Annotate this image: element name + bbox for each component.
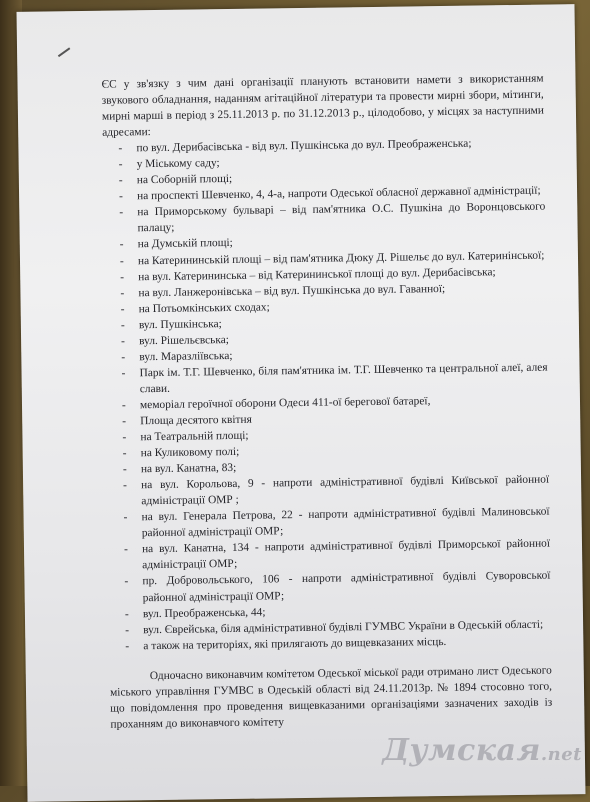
watermark-brand: Думская [382, 733, 541, 768]
list-item: - на Театральній площі; [106, 424, 548, 446]
list-item: - на Потьомкінських сходах; [105, 295, 547, 317]
list-item: - на Куликовому полі; [107, 440, 549, 462]
list-item: - вул. Рішельєвська; [105, 327, 547, 349]
site-watermark [382, 733, 582, 768]
list-item: - на вул. Канатна, 134 - напроти адміністративної будівлі Приморської районної адміністрації ОМР; [108, 536, 550, 574]
list-item: - на вул. Корольова, 9 - напроти адміністративної будівлі Київської районної адміністрації ОМР ; [107, 472, 549, 510]
pen-mark [58, 47, 71, 57]
list-item: - вул. Преображенська, 44; [109, 600, 551, 622]
list-item: - меморіал героїчної оборони Одеси 411-ої берегової батареї, [106, 391, 548, 413]
list-item: - на вул. Ланжеронівська – від вул. Пушкінська до вул. Гаванної; [104, 279, 546, 301]
intro-paragraph: ЄС у зв'язку з чим дані організації планують встановити намети з використанням звукового обладнання, наданням агітаційної літератури та провести мирні збори, мітинги, мирні марші в період з 25.11.2013 р. по 31.12.2013 р., цілодобово, у місцях за наступними адресами: [101, 72, 545, 139]
list-item: - Парк ім. Т.Г. Шевченко, біля пам'ятника ім. Т.Г. Шевченко та центральної алеї, алея слави. [105, 359, 547, 397]
list-item: - на проспекті Шевченко, 4, 4-а, напроти Одеської обласної державної адміністрації; [103, 183, 545, 205]
list-item: - вул. Маразліївська; [105, 343, 547, 365]
list-item: - вул. Єврейська, біля адміністративної будівлі ГУМВС України в Одеській області; [109, 616, 551, 638]
list-item: - на вул. Катерининська – від Катерининської площі до вул. Дерибасівська; [104, 263, 546, 285]
list-item: - на Соборній площі; [103, 167, 545, 189]
list-item: - на Думській площі; [104, 231, 546, 253]
watermark-suffix: .net [540, 744, 582, 765]
document-page [17, 4, 586, 802]
locations-list [102, 135, 551, 655]
list-item: - а також на територіях, які прилягають до вищевказаних місць. [109, 632, 551, 654]
list-item: - вул. Пушкінська; [105, 311, 547, 333]
document-body [101, 71, 552, 733]
list-item: - у Міському саду; [103, 151, 545, 173]
closing-paragraph: Одночасно виконавчим комітетом Одеської міської ради отримано лист Одеського міського управління ГУМВС в Одеській області від 24.11.2013р. № 1894 стосовно того, що повідомлення про проведення вищевказаними організаціями зазначених заходів із проханням до виконавчого комітету [109, 664, 553, 731]
list-item: - пр. Добровольського, 106 - напроти адміністративної будівлі Суворовської районної адміністрації ОМР; [108, 568, 550, 606]
list-item: - на Приморському бульварі – від пам'ятника О.С. Пушкіна до Воронцовського палацу; [103, 199, 545, 237]
list-item: - Площа десятого квітня [106, 408, 548, 430]
list-item: - на Катерининській площі – від пам'ятника Дюку Д. Рішельє до вул. Катеринінської; [104, 247, 546, 269]
list-item: - на вул. Канатна, 83; [107, 456, 549, 478]
list-item: - по вул. Дерибасівська - від вул. Пушкінська до вул. Преображенська; [102, 135, 544, 157]
list-item: - на вул. Генерала Петрова, 22 - напроти адміністративної будівлі Малиновської районної адміністрації ОМР; [107, 504, 549, 542]
